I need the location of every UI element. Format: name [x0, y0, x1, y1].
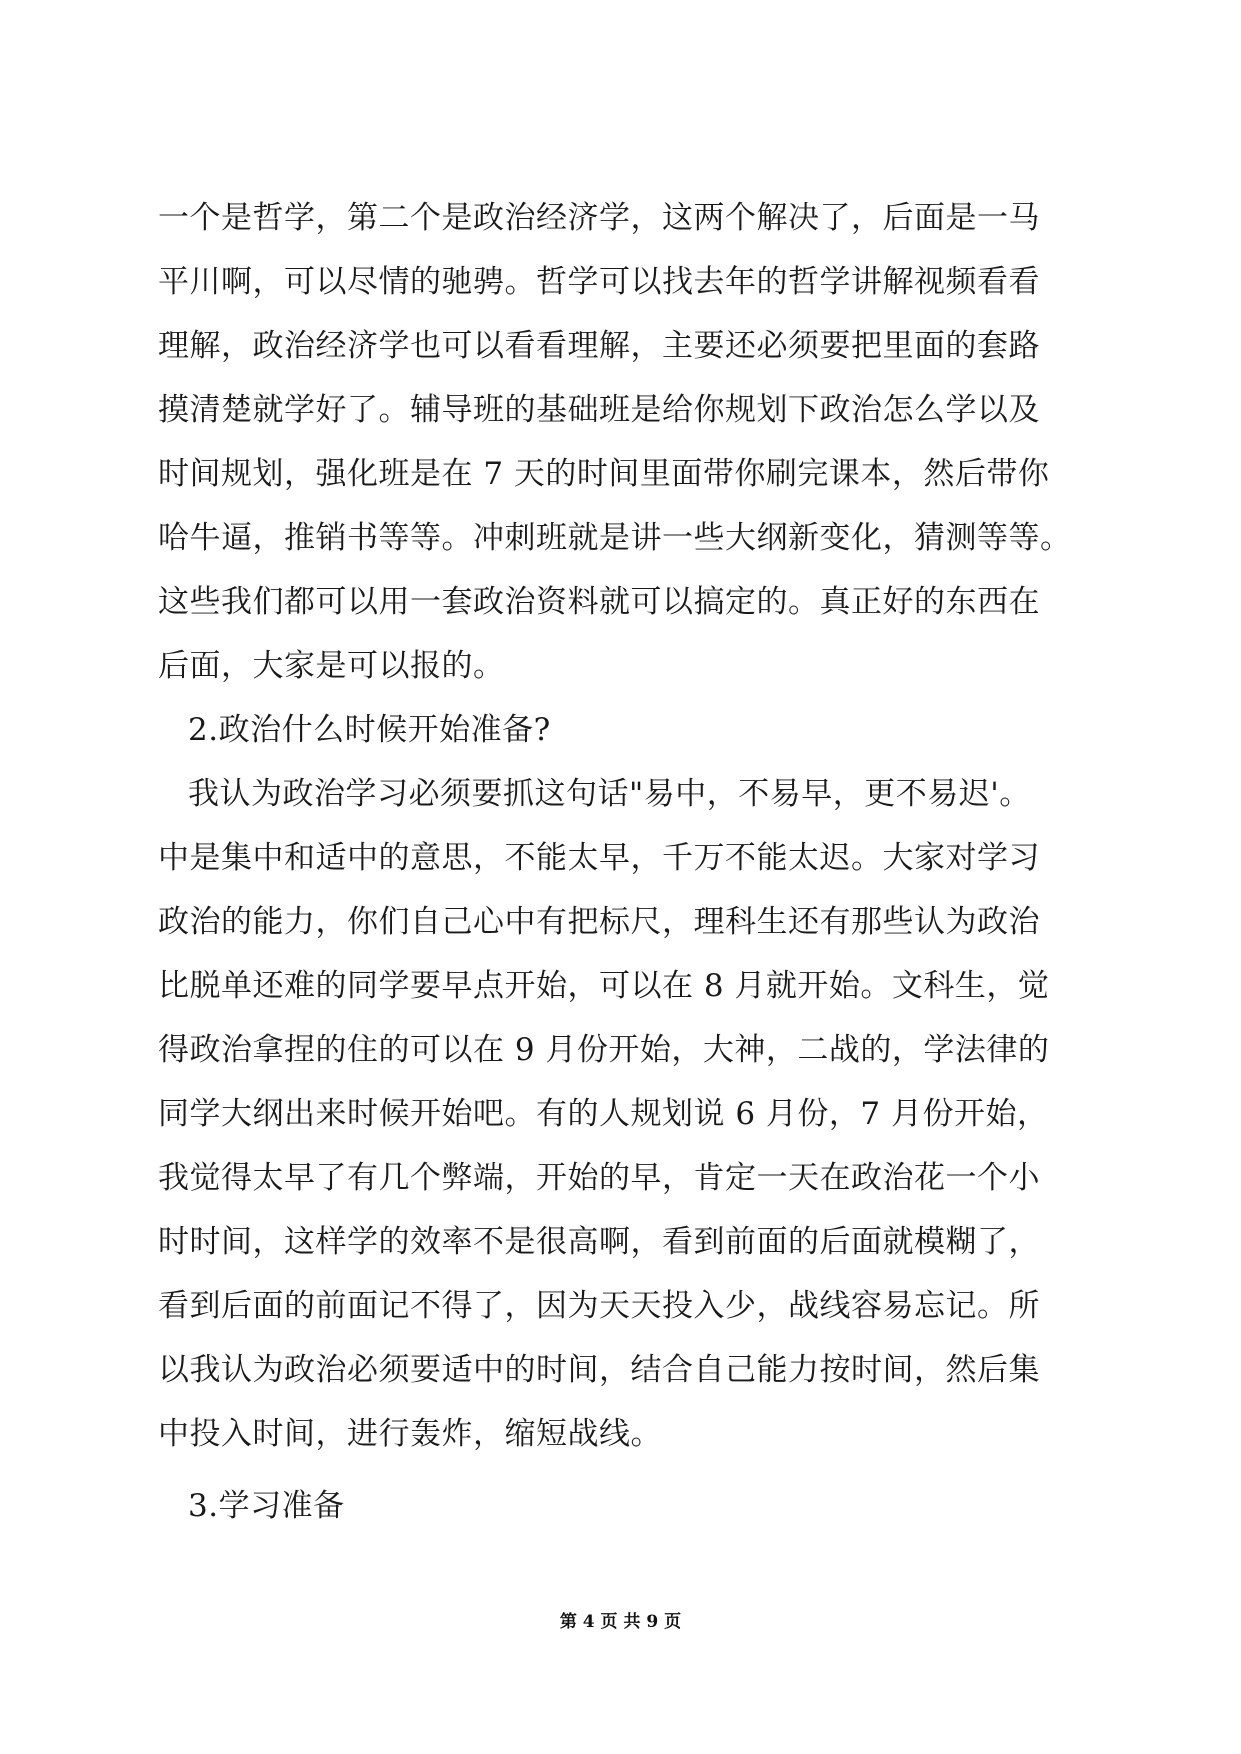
paragraph-line: 政治的能力，你们自己心中有把标尺，理科生还有那些认为政治: [158, 904, 1040, 940]
paragraph-line: 哈牛逼，推销书等等。冲刺班就是讲一些大纲新变化，猜测等等。: [158, 520, 1072, 556]
paragraph-line: 以我认为政治必须要适中的时间，结合自己能力按时间，然后集: [158, 1352, 1040, 1388]
paragraph-line: 时时间，这样学的效率不是很高啊，看到前面的后面就模糊了，: [158, 1224, 1040, 1260]
paragraph-line: 得政治拿捏的住的可以在 9 月份开始，大神，二战的，学法律的: [158, 1032, 1050, 1068]
paragraph-line: 比脱单还难的同学要早点开始，可以在 8 月就开始。文科生，觉: [158, 968, 1050, 1004]
document-body: [158, 186, 1088, 1538]
paragraph-line: 一个是哲学，第二个是政治经济学，这两个解决了，后面是一马: [158, 200, 1040, 236]
paragraph-line: 看到后面的前面记不得了，因为天天投入少，战线容易忘记。所: [158, 1288, 1040, 1324]
page-number-footer: 第 4 页 共 9 页: [559, 1612, 682, 1632]
section-heading-2: 2.政治什么时候开始准备?: [188, 712, 551, 748]
paragraph-line: 同学大纲出来时候开始吧。有的人规划说 6 月份，7 月份开始，: [158, 1096, 1049, 1132]
section-spacer: [158, 1466, 1088, 1474]
paragraph-line: 我认为政治学习必须要抓这句话"易中，不易早，更不易迟'。: [188, 776, 1031, 812]
paragraph-line: 后面，大家是可以报的。: [158, 648, 505, 684]
paragraph-line: 摸清楚就学好了。辅导班的基础班是给你规划下政治怎么学以及: [158, 392, 1040, 428]
paragraph-line: 中是集中和适中的意思，不能太早，千万不能太迟。大家对学习: [158, 840, 1040, 876]
section-heading-3: 3.学习准备: [188, 1488, 345, 1524]
paragraph-line: 理解，政治经济学也可以看看理解，主要还必须要把里面的套路: [158, 328, 1040, 364]
paragraph-line: 我觉得太早了有几个弊端，开始的早，肯定一天在政治花一个小: [158, 1160, 1040, 1196]
paragraph-line: 中投入时间，进行轰炸，缩短战线。: [158, 1416, 662, 1452]
paragraph-line: 平川啊，可以尽情的驰骋。哲学可以找去年的哲学讲解视频看看: [158, 264, 1040, 300]
paragraph-line: 这些我们都可以用一套政治资料就可以搞定的。真正好的东西在: [158, 584, 1040, 620]
paragraph-line: 时间规划，强化班是在 7 天的时间里面带你刷完课本，然后带你: [158, 456, 1050, 492]
